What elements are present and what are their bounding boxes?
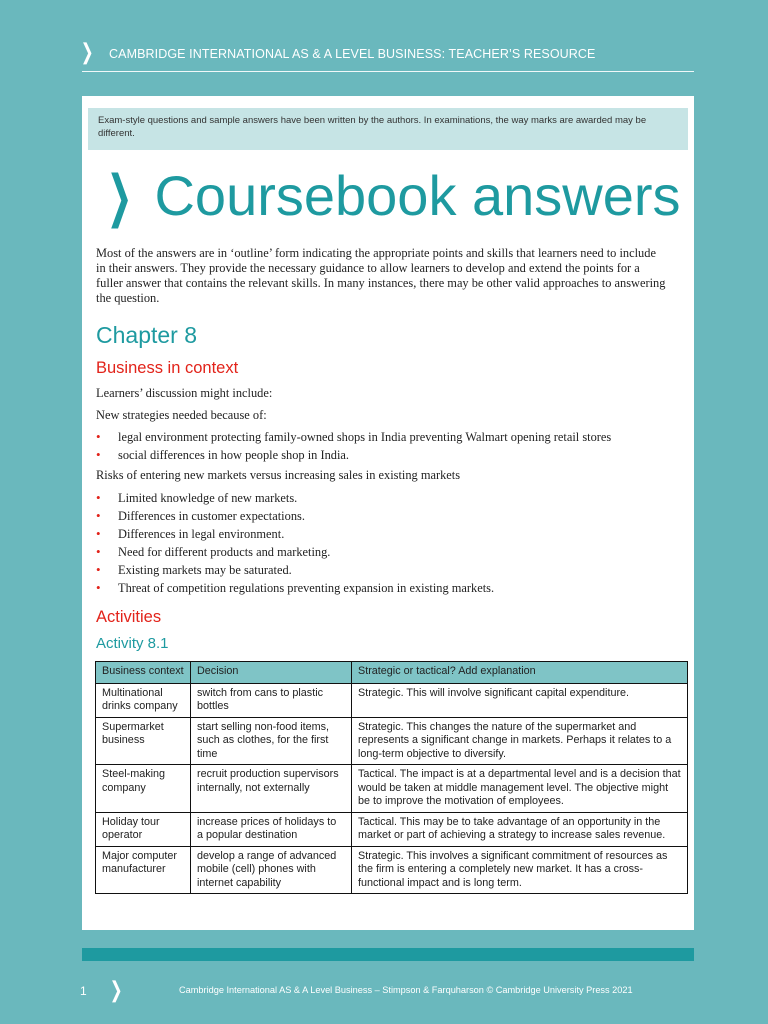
table-cell: Major computer manufacturer	[96, 846, 191, 894]
column-header: Business context	[96, 662, 191, 684]
bullet-icon: •	[96, 490, 101, 505]
chevron-right-icon: ❯	[109, 978, 123, 1003]
column-header: Strategic or tactical? Add explanation	[352, 662, 688, 684]
footer-bar	[82, 948, 694, 961]
column-header: Decision	[191, 662, 352, 684]
business-in-context-heading: Business in context	[96, 359, 239, 377]
table-cell: Strategic. This changes the nature of the supermarket and represents a significant change in markets. Perhaps it relates to a long-term objective to diversify.	[352, 717, 688, 765]
table-cell: Supermarket business	[96, 717, 191, 765]
bullet-icon: •	[96, 544, 101, 559]
table-header-row	[96, 662, 688, 684]
bullet-icon: •	[96, 429, 101, 444]
table-cell: Holiday tour operator	[96, 812, 191, 846]
chevron-right-icon: ❯	[106, 164, 133, 229]
activity-title: Activity 8.1	[96, 635, 169, 652]
table-cell: develop a range of advanced mobile (cell) phones with internet capability	[191, 846, 352, 894]
table-cell: recruit production supervisors internally, not externally	[191, 765, 352, 813]
page-title-text: Coursebook answers	[154, 164, 681, 227]
table-row	[96, 846, 688, 894]
list-item: • Need for different products and marketing.	[96, 544, 331, 559]
table-cell: Tactical. The impact is at a departmental level and is a decision that would be taken at middle management level. The objective might be to improve the motivation of employees.	[352, 765, 688, 813]
footer-copyright: Cambridge International AS & A Level Business – Stimpson & Farquharson © Cambridge University Press 2021	[179, 985, 633, 995]
bullet-icon: •	[96, 580, 101, 595]
bullet-icon: •	[96, 562, 101, 577]
activities-heading: Activities	[96, 608, 162, 626]
table-cell: Steel-making company	[96, 765, 191, 813]
chapter-heading: Chapter 8	[96, 322, 198, 348]
bullet-icon: •	[96, 508, 101, 523]
list-item: • Differences in legal environment.	[96, 526, 285, 541]
bullet-icon: •	[96, 447, 101, 462]
list-item: • legal environment protecting family-owned shops in India preventing Walmart opening retail stores	[96, 429, 612, 444]
table-row	[96, 765, 688, 813]
list-item: • Existing markets may be saturated.	[96, 562, 292, 577]
table-cell: Strategic. This will involve significant capital expenditure.	[352, 683, 688, 717]
table-cell: start selling non-food items, such as clothes, for the first time	[191, 717, 352, 765]
list-item: • Limited knowledge of new markets.	[96, 490, 298, 505]
page-title	[96, 166, 681, 227]
strategies-list	[96, 428, 611, 464]
table-row	[96, 812, 688, 846]
strategies-line: New strategies needed because of:	[96, 408, 267, 422]
page-number: 1	[80, 984, 87, 998]
list-item: • Threat of competition regulations preventing expansion in existing markets.	[96, 580, 495, 595]
exam-note: Exam-style questions and sample answers have been written by the authors. In examinations, the way marks are awarded may be different.	[88, 108, 688, 150]
table-cell: Strategic. This involves a significant commitment of resources as the firm is entering a completely new market. It has a cross-functional impact and is long term.	[352, 846, 688, 894]
risks-line: Risks of entering new markets versus increasing sales in existing markets	[96, 468, 461, 482]
running-header	[0, 0, 768, 72]
chevron-right-icon: ❯	[80, 40, 94, 65]
table-cell: Tactical. This may be to take advantage of an opportunity in the market or part of achieving a strategy to increase sales revenue.	[352, 812, 688, 846]
discussion-line: Learners’ discussion might include:	[96, 386, 273, 400]
table-cell: switch from cans to plastic bottles	[191, 683, 352, 717]
list-item: • social differences in how people shop in India.	[96, 447, 349, 462]
bullet-icon: •	[96, 526, 101, 541]
risks-list	[96, 489, 494, 597]
table-cell: Multinational drinks company	[96, 683, 191, 717]
table-cell: increase prices of holidays to a popular destination	[191, 812, 352, 846]
page-content	[82, 96, 694, 930]
header-rule	[82, 71, 694, 72]
activity-table	[95, 661, 688, 894]
intro-paragraph: Most of the answers are in ‘outline’ form indicating the appropriate points and skills that learners need to include in their answers. They provide the necessary guidance to allow learners to develop and extend the points for a fuller answer that contains the relevant skills. In many instances, there may be other valid approaches to answering the question.	[96, 246, 666, 305]
list-item: • Differences in customer expectations.	[96, 508, 305, 523]
header-title: CAMBRIDGE INTERNATIONAL AS & A LEVEL BUSINESS: TEACHER’S RESOURCE	[109, 47, 596, 61]
table-row	[96, 717, 688, 765]
table-row	[96, 683, 688, 717]
